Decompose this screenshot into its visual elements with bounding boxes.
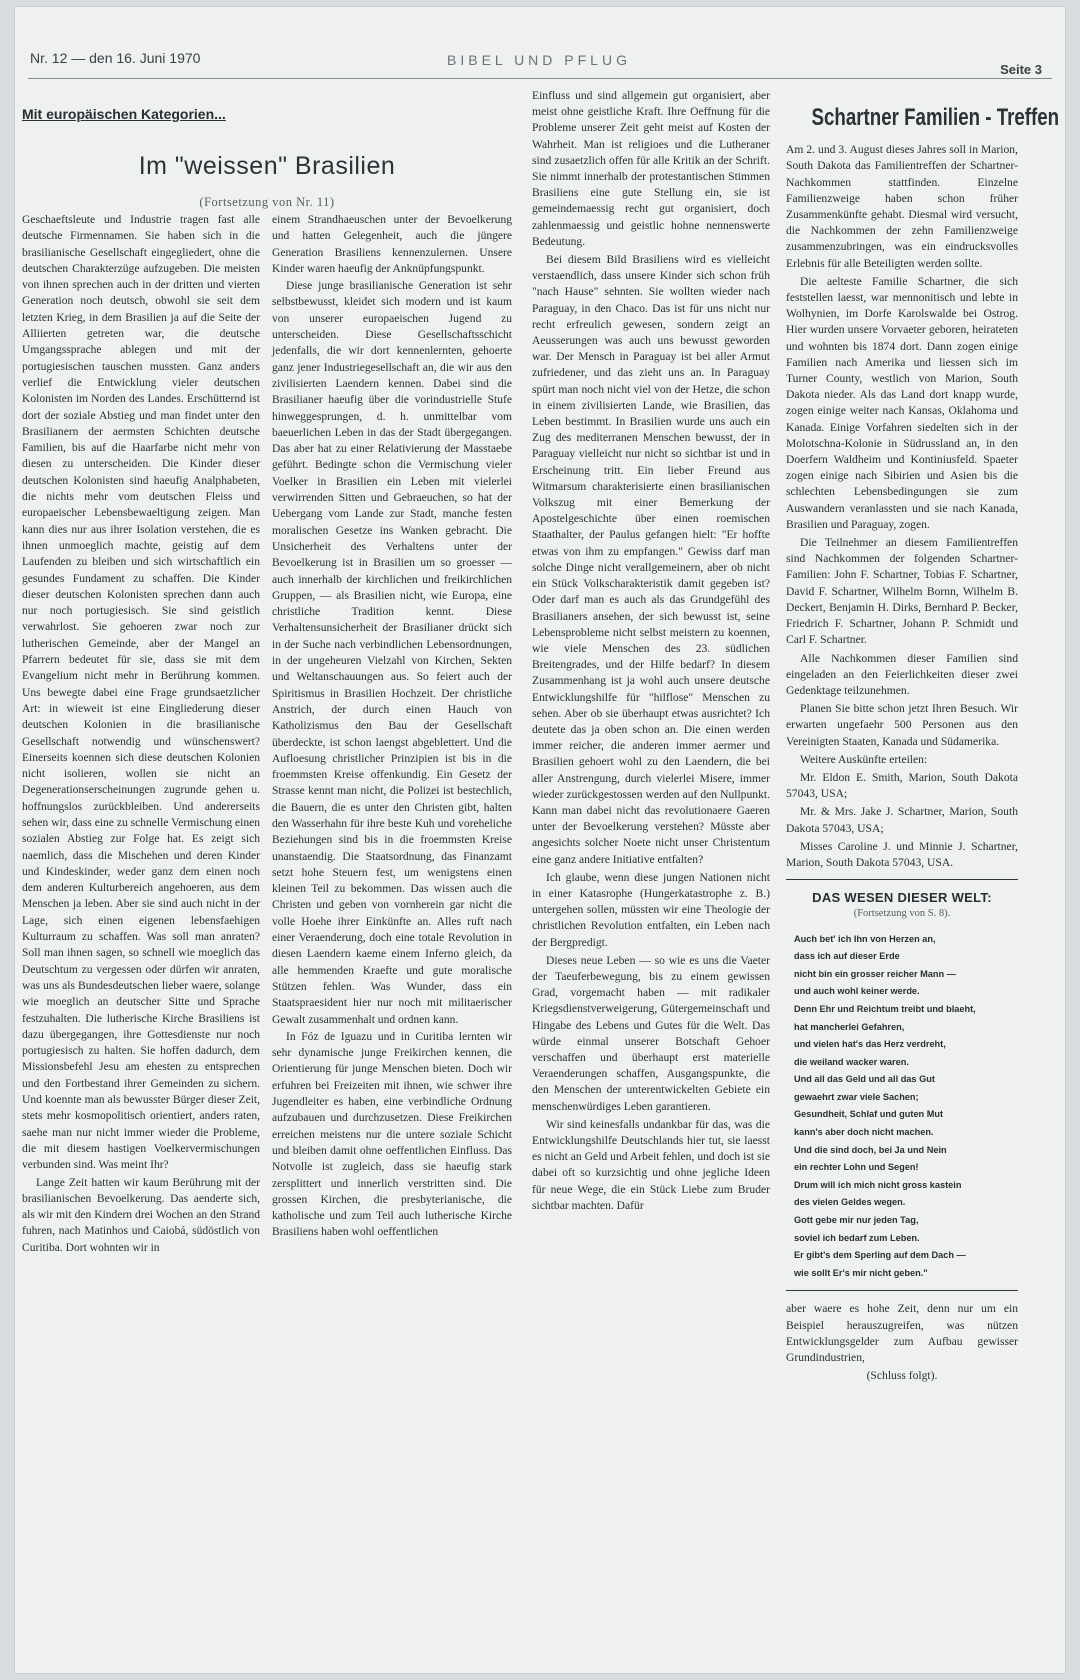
article-title: Im "weissen" Brasilien [138,152,396,180]
header-rule [28,78,1052,79]
paragraph: Alle Nachkommen dieser Familien sind eingeladen an den Feierlichkeiten dieser zwei Gedenktage teilzunehmen. [786,651,1018,697]
article-heading [22,102,512,218]
contact-line: Mr. & Mrs. Jake J. Schartner, Marion, South Dakota 57043, USA; [786,805,1018,835]
paragraph: einem Strandhaeuschen unter der Bevoelkerung und hatten Gelegenheit, auch die jüngere Generation Brasiliens kennenzulernen. Unsere Kinder waren haeufig der Anknüpfungspunkt. [272,214,512,275]
sidebar-column [786,88,1060,1386]
poem-line: gewaehrt zwar viele Sachen; [794,1091,919,1102]
poem-line: Drum will ich mich nicht gross kastein [794,1179,962,1190]
poem-line: und vielen hat's das Herz verdreht, [794,1039,946,1050]
poem-line: die weiland wacker waren. [794,1056,909,1067]
poem-top-rule [786,879,1018,880]
poem-line: kann's aber doch nicht machen. [794,1127,934,1138]
poem-line: Auch bet' ich Ihn von Herzen an, [794,933,936,944]
contact-line: Mr. Eldon E. Smith, Marion, South Dakota 57043, USA; [786,770,1018,801]
paragraph: Die aelteste Familie Schartner, die sich feststellen laesst, war mennonitisch und lebte in Wolhynien, im Dorfe Karolswalde bei Ostrog. Hier wurden unsere Vorvaeter geboren, heirateten und wohnten bis 1874 dort. Dann zogen einige Familien nach Amerika und liessen sich im Turner County, westlich von Marion, South Dakota nieder. Als das Land dort knapp wurde, zogen einige weiter nach Kansas, Oklahoma und Kanada. Einige Vorfahren siedelten sich in der Molotschna-Kolonie in Südrussland an, in den Doerfern Waldheim und Kontiniusfeld. Spaeter zogen einige nach Sibirien und Asien bis die schlechten Lebensbedingungen sie zum Auswandern veranlassten und sie nach Kanada, Brasilien und Paraguay, zogen. [786,274,1018,531]
end-note: (Schluss folgt). [866,1369,938,1383]
poem-line: Und all das Geld und all das Gut [794,1074,935,1085]
article-column-1 [22,212,260,1257]
poem-line: wie sollt Er's mir nicht geben." [794,1267,928,1278]
poem-subtitle: (Fortsetzung von S. 8). [853,908,951,920]
paragraph: Diese junge brasilianische Generation ist sehr selbstbewusst, kleidet sich modern und ist kaum von unserer europaeischen Jugend zu unterscheiden. Diese Gesellschaftsschicht jedenfalls, die wir dort kennenlernten, gehoerte ganz jener Industriegesellschaft an, die wir aus den zivilisierten Laendern kennen. Dabei sind die Brasilianer haeufig über die vorindustrielle Stufe hinweggesprungen, d. h. unmittelbar vom baeuerlichen Leben in das der Stadt übergegangen. Das aber hat zu einer Relativierung der Masstaebe geführt. Bedingte schon die Vermischung vieler Voelker in Brasilien ein Leben mit vielerlei verwirrenden Sitten und Gebraeuchen, so hat der Uebergang vom Lande zur Stadt, manche festen moralischen Gesetze ins Wanken gebracht. Die Unsicherheit des Verhaltens unter der Bevoelkerung ist in Brasilien um so groesser — auch innerhalb der kirchlichen und freikirchlichen Gruppen, — als Brasilien nicht, wie Europa, eine christliche Tradition kennt. Diese Verhaltensunsicherheit der Brasilianer drückt sich in der Suche nach verbindlichen Lebensordnungen, in der ungeheuren Vielzahl von Kirchen, Sekten und Weltanschauungen aus. So feiert auch der Spiritismus in Brasilien Hochzeit. Der christliche Anstrich, der durch einen Hauch von Katholizismus den Bau der Gesellschaft überdeckte, ist schon laengst abgeblettert. Und die Aufloesung christlicher Prinzipien ist bis in die froemmsten Kreise offenkundig. Ein Gesetz der Strasse kennt man nicht, die Polizei ist bestechlich, die Bauern, die es unter den Christen gibt, halten den Wasserhahn für ihre beste Kuh und voreheliche Beziehungen sind bis in die froemmsten Kreise unanstaendig. Die Staatsordnung, das Finanzamt setzt hohe Steuern fest, um wenigstens einen kleinen Teil zu bekommen. Das wissen auch die Christen und geben von vornherein gar nicht die volle Hoehe ihrer Einkünfte an. Alles ruft nach einer Veraenderung, doch eine totale Revolution in diesen Laendern kaeme einem Inferno gleich, da alle hemmenden Kraefte und gute moralische Stützen fehlen. Was Wunder, dass ein Staatspraesident hier nur noch mit militaerischer Gewalt zusammenhalt und ordnen kann. [272,280,512,1026]
paragraph: Einfluss und sind allgemein gut organisiert, aber meist ohne geistliche Kraft. Ihre Oeffnung für die Probleme unserer Zeit geht meist auf Kosten der Wahrheit. Man ist religioes und die Lutheraner sind zusaetzlich offen für alle Kritik an der Schrift. Sie nimmt innerhalb der protestantischen Stimmen Brasiliens eine gute Stellung ein, sie ist gemeindemaessig recht gut organisiert, doch zahlenmaessig und geistlic hohne nennenswerte Bedeutung. [532,89,770,248]
poem-title: DAS WESEN DIESER WELT: [812,890,992,906]
newspaper-name: BIBEL UND PFLUG [447,52,631,68]
poem-line: dass ich auf dieser Erde [794,951,900,962]
poem-line: Er gibt's dem Sperling auf dem Dach — [794,1250,966,1261]
poem-body [786,931,1018,1283]
paragraph: Die Teilnehmer an diesem Familientreffen sind Nachkommen der folgenden Schartner-Familien: John F. Schartner, Tobias F. Schartner, David F. Schartner, Wilhelm Bornn, Wilhelm B. Deckert, Benjamin H. Dirks, Bernhard P. Becker, Friedrich F. Schartner, Johann P. Schmidt und Carl F. Schartner. [786,536,1018,647]
paragraph: Am 2. und 3. August dieses Jahres soll in Marion, South Dakota das Familientreffen der Schartner-Nachkommen stattfinden. Einzelne Familienzweige haben schon früher Zusammenkünfte gehabt. Diesmal wird versucht, die Nachkommen der zehn Familienzweige zusammenzubringen, was ein eindrucksvolles Erlebnis für alle Beteiligten werden sollte. [786,143,1018,270]
poem-line: nicht bin ein grosser reicher Mann — [794,968,956,979]
poem-line: und auch wohl keiner werde. [794,986,920,997]
poem-line: Gott gebe mir nur jeden Tag, [794,1215,919,1226]
newspaper-page [14,6,1066,1674]
poem-line: soviel ich bedarf zum Leben. [794,1232,920,1243]
paragraph: aber waere es hohe Zeit, denn nur um ein Beispiel herauszugreifen, was nützen Entwicklungsgelder zum Aufbau gewisser Grundindustrien, [786,1302,1018,1365]
article-column-3 [532,88,770,1216]
contact-line: Misses Caroline J. und Minnie J. Schartner, Marion, South Dakota 57043, USA. [786,839,1018,869]
article-kicker: Mit europäischen Kategorien... [22,106,226,122]
paragraph: Weitere Auskünfte erteilen: [800,752,928,766]
poem-line: ein rechter Lohn und Segen! [794,1162,919,1173]
poem-line: Gesundheit, Schlaf und guten Mut [794,1109,944,1120]
poem-bottom-rule [786,1290,1018,1291]
paragraph: Lange Zeit hatten wir kaum Berührung mit der brasilianischen Bevoelkerung. Das aenderte sich, als wir mit den Kindern drei Wochen an den Strand fuhren, nach Matinhos und Caiobá, südöstlich von Curitiba. Dort wohnten wir in [22,1176,260,1254]
poem-line: des vielen Geldes wegen. [794,1197,906,1208]
paragraph: Dieses neue Leben — so wie es uns die Vaeter der Taeuferbewegung, bis zu einem gewissen Grad, vorgemacht haben — mit radikaler Kriegsdienstverweigerung, Gütergemeinschaft und Hingabe des Lebens und Gutes für die Welt. Das würde einmal unserer Botschaft Gehoer verschaffen und überhaupt erst materielle Veraenderungen schaffen, Ausgangspunkte, die den Menschen der unterentwickelten Gebiete ein menschenwürdiges Leben garantieren. [532,953,770,1113]
paragraph: Geschaeftsleute und Industrie tragen fast alle deutsche Firmennamen. Sie haben sich in die brasilianische Gesellschaft eingegliedert, ohne die deutschen Charakterzüge aufzugeben. Die meisten von ihnen sprechen auch in der dritten und vierten Generation noch deutsch, obwohl sie seit dem letzten Krieg, in dem Brasilien ja auf die Seite der Alliierten getreten war, die deutsche Umgangssprache ablegen und mit der portugiesischen tauschen mussten. Ganz anders verlief die Entwicklung vieler deutschen Kolonisten im Norden des Landes. Erschütternd ist dort der soziale Abstieg und man findet unter den Brasilianern der aermsten Schichten deutsche Familien, bis auf die Haarfarbe nicht mehr von diesen zu unterscheiden. Die Kinder dieser deutschen Kolonisten sind haeufig Analphabeten, die nichts mehr vom deutschen Fleiss und europaeischer Lebensbewaeltigung zeigen. Man kann dies nur aus ihrer Isolation verstehen, die es ihnen unmoeglich machte, geistig auf dem Laufenden zu bleiben und sich wirtschaftlich ein gesundes Fundament zu schaffen. Die Kinder dieser deutschen Kolonisten sprechen dann auch nur noch portugiesisch. Sie sind geistlich verwahrlost. Sie gehoeren zwar noch zur lutherischen Gemeinde, aber der Mangel an Pfarrern bedeutet für sie, dass sie mit dem Evangelium nicht mehr in Berührung kommen. Uns bewegte dabei eine Frage grundsaetzlicher Art: in wieweit ist eine Eingliederung dieser deutschen Kolonien in die brasilianische Gesellschaft notwendig und wünschenswert? Einerseits koennen sich diese deutschen Kolonien nicht isolieren, wollen sie nicht an Degenerationserscheinungen zugrunde gehen u. hoffnungslos zurückbleiben. Und andererseits sehen wir, dass eine zu schnelle Vermischung einen sozialen Abstieg zur Folge hat. Es zeigt sich naemlich, dass die Mischehen und deren Kinder und Kindeskinder, weder ganz dem einen noch dem anderen Kulturbereich angehoeren, aus dem Menschen ja leben. Aber sie sind auch nicht in der Lage, sich einen eigenen lebensfaehigen Kulturraum zu schaffen. Was soll man anraten? Soll man ihnen sagen, so schnell wie moeglich das Deutschtum zu vergessen oder dürfen wir anraten, was uns als Bundesdeutschen lieber waere, solange wie moeglich an deutscher Sitte und Sprache festzuhalten. Die lutherische Kirche Brasiliens ist dazu übergegangen, ihre Gottesdienste nur noch portugiesisch zu halten. Sie hoffen dadurch, dem Missionsbefehl Jesu am ehesten zu entsprechen und den Fortbestand ihrer Gemeinden zu sichern. Und koennte man als bewusster Bürger dieser Zeit, stets mehr kosmopolitisch orientiert, anders raten, saehe man nur nicht immer wieder die Probleme, die mit diesem hastigen Voelkervermischungen verbunden sind. Was meint Ihr? [22,214,260,1172]
poem-line: Denn Ehr und Reichtum treibt und blaeht, [794,1003,976,1014]
paragraph: Planen Sie bitte schon jetzt Ihren Besuch. Wir erwarten ungefaehr 500 Personen aus den Vereinigten Staaten, Kanada und Südamerika. [786,702,1018,748]
paragraph: Bei diesem Bild Brasiliens wird es vielleicht verstaendlich, dass unsere Kinder sich schon früh "nach Hause" sehnten. Sie wollten wieder nach Paraguay, in den Chaco. Das ist für uns nicht nur recht erfreulich gewesen, sondern zeigt an Aeusserungen was auch uns bewusst geworden war. Der Mensch in Paraguay ist bei aller Armut zufriedener, und das zieht uns an. In Paraguay spürt man noch nicht viel von der Hetze, die schon in einem zivilisierten Lande, wie Brasilien, das Leben bestimmt. In Brasilien wurde uns auch ein Zug des mediterranen Menschen bewusst, der in Paraguay vielleicht nur nicht so sichtbar ist und in Erscheinung tritt. Ein lieber Freund aus Witmarsum charakterisierte einen brasilianischen Volkszug mit einer Bemerkung der Apostelgeschichte über einen roemischen Staathalter, der Paulus gefangen hielt: "Er hoffte etwas von ihm zu empfangen." Gewiss darf man solche Dinge nicht verallgemeinern, aber ob nicht ein Stück Volkscharakteristik damit gegeben ist? Oder darf man es auch als das Grundgefühl des Brasilianers ansehen, der sich bewusst ist, seine Lebensprobleme nicht selbst meistern zu koennen, wie viele Menschen des 23. südlichen Breitengrades, und der Hilfe bedarf? In diesem Zusammenhang ist ja wohl auch unsere deutsche Entwicklungshilfe für "hilflose" Menschen zu sehen. Aber ob sie überhaupt etwas ausrichtet? Ich deutete das ja oben schon an. Die einen werden immer reicher, die anderen immer aermer und Brasilien gehoert wohl zu den Laendern, die bei aller Anstrengung, durch vielerlei Misere, immer wieder zurückgestossen werden auf den Nullpunkt. Kann man dabei nicht das revolutionaere Gaeren unter der Bevoelkerung verstehen? Müsste aber angesichts solcher Noete nicht unser Christentum eine ganz andere Initiative entfalten? [532,253,770,866]
paragraph: Ich glaube, wenn diese jungen Nationen nicht in einer Katasrophe (Hungerkatastrophe z. B.) untergehen sollen, müssten wir eine Theologie der christlichen Revolution entfalten, ein Leben nach der Bergpredigt. [532,870,770,949]
issue-date: Nr. 12 — den 16. Juni 1970 [30,50,201,66]
page-number: Seite 3 [1000,62,1042,77]
paragraph: In Fóz de Iguazu und in Curitiba lernten wir sehr dynamische junge Freikirchen kennen, die Orientierung für junge Menschen bieten. Doch wir erfuhren bei Freizeiten mit ihnen, wie schwer ihre Jugendleiter es haben, eine verbindliche Ordnung aufzubauen und durchzusetzen. Diese Freikirchen erreichen meistens nur die untere soziale Schicht und bleiben damit ohne oeffentlichen Einfluss. Das Notvolle ist zugleich, dass sie haeufig stark zersplittert und innerlich verstritten sind. Die grossen Kirchen, die presbyterianische, die katholische und zum Teil auch lutherische Kirche Brasiliens haben wohl oeffentlichen [272,1030,512,1239]
continued-note: (Fortsetzung von Nr. 11) [199,195,335,209]
poem-line: Und die sind doch, bei Ja und Nein [794,1144,947,1155]
running-header [30,44,1048,77]
article-column-2 [272,212,512,1242]
reunion-title: Schartner Familien - Treffen [811,104,1060,131]
paragraph: Wir sind keinesfalls undankbar für das, was die Entwicklungshilfe Deutschlands hier tut, sie laesst es nicht an Geld und Arbeit fehlen, und doch ist sie dabei oft so kurzsichtig und ohne jegliche Ideen für neue Wege, die ein Stück Liebe zum Bruder sichtbar machten. Dafür [532,1117,770,1212]
poem-line: hat mancherlei Gefahren, [794,1021,905,1032]
